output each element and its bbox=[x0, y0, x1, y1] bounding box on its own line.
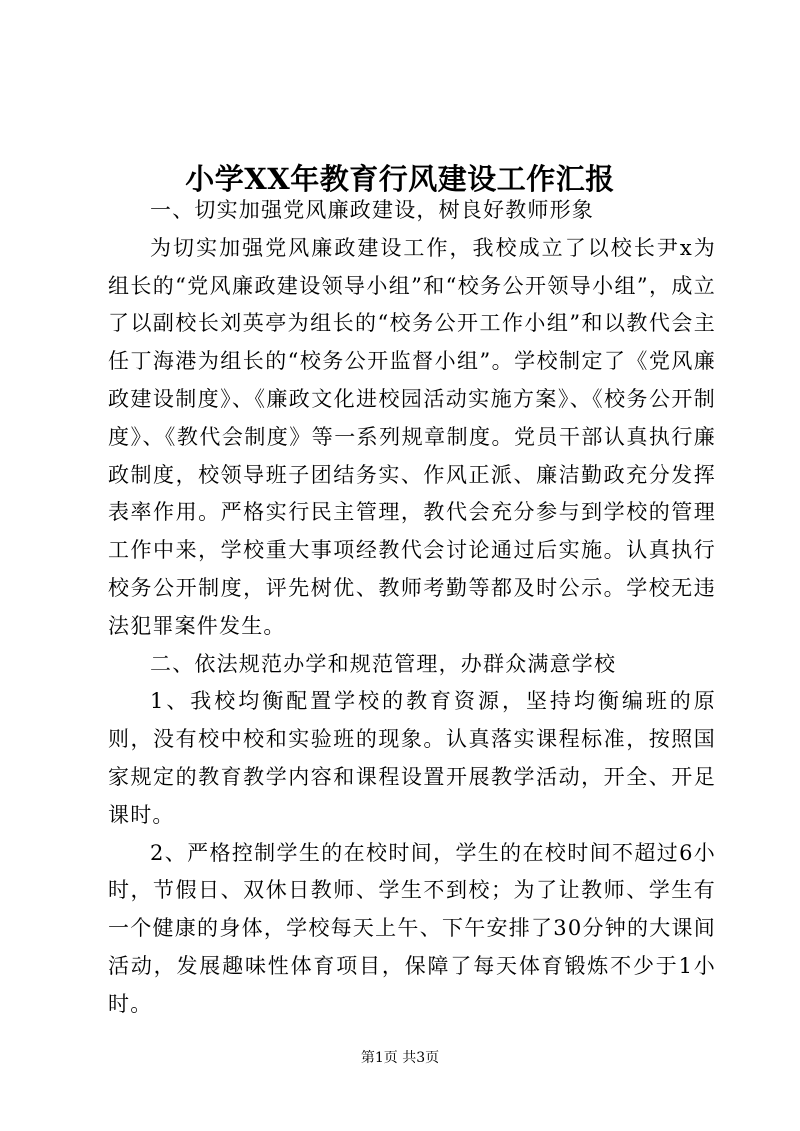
paragraph: 2、严格控制学生的在校时间，学生的在校时间不超过6小时，节假日、双休日教师、学生不到校；为了让教师、学生有一个健康的身体，学校每天上午、下午安排了30分钟的大课间活动，发展趣味性体育项目，保障了每天体育锻炼不少于1小时。 bbox=[108, 840, 716, 1016]
paragraph: 1、我校均衡配置学校的教育资源，坚持均衡编班的原则，没有校中校和实验班的现象。认真落实课程标准，按照国家规定的教育教学内容和课程设置开展教学活动，开全、开足课时。 bbox=[108, 689, 716, 827]
paragraph: 为切实加强党风廉政建设工作，我校成立了以校长尹x为组长的“党风廉政建设领导小组”和“校务公开领导小组”，成立了以副校长刘英亭为组长的“校务公开工作小组”和以教代会主任丁海港为组长的“校务公开监督小组”。学校制定了《党风廉政建设制度》、《廉政文化进校园活动实施方案》、《校务公开制度》、《教代会制度》等一系列规章制度。党员干部认真执行廉政制度，校领导班子团结务实、作风正派、廉洁勤政充分发挥表率作用。严格实行民主管理，教代会充分参与到学校的管理工作中来，学校重大事项经教代会讨论通过后实施。认真执行校务公开制度，评先树优、教师考勤等都及时公示。学校无违法犯罪案件发生。 bbox=[108, 235, 716, 638]
page-number-footer: 第1页 共3页 bbox=[360, 1050, 440, 1066]
section-heading: 一、切实加强党风廉政建设，树良好教师形象 bbox=[150, 198, 594, 222]
document-body bbox=[108, 192, 716, 1024]
document-title: 小学XX年教育行风建设工作汇报 bbox=[185, 162, 615, 197]
section-heading: 二、依法规范办学和规范管理，办群众满意学校 bbox=[150, 651, 617, 676]
